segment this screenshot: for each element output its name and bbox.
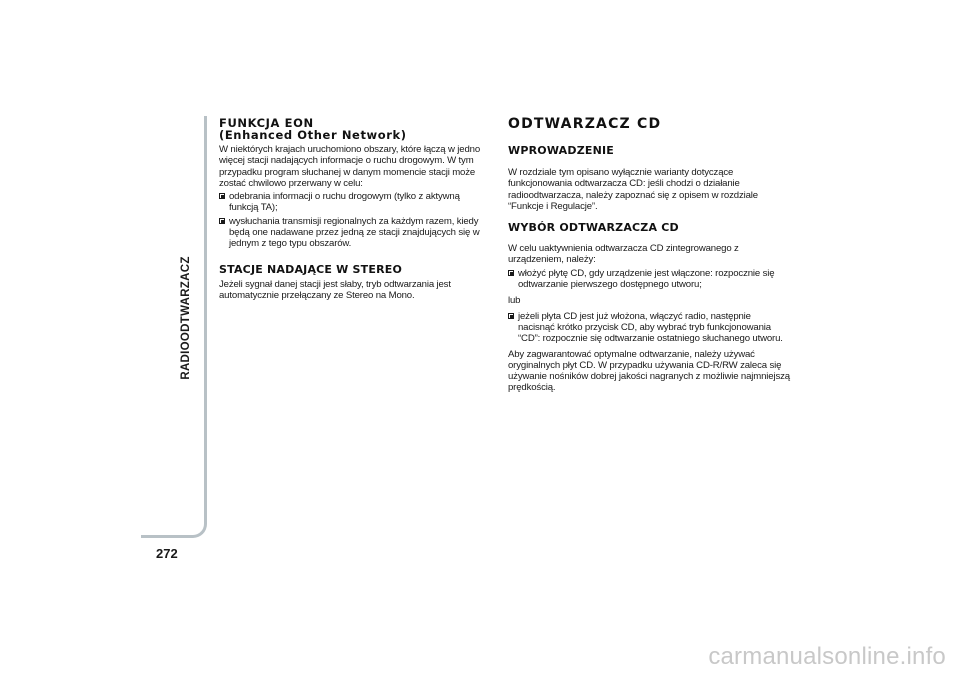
cd-player-title: ODTWARZACZ CD (508, 116, 662, 132)
closing-text: Aby zagwarantować optymalne odtwarzanie, należy używać oryginalnych płyt CD. W przypadku używania CD-R/RW zaleca się używanie nośników dobrej jakości nagranych z możliwie najmniejszą prędkością. (508, 348, 790, 394)
watermark: carmanualsonline.info (708, 643, 946, 670)
or-text: lub (508, 295, 521, 307)
checkbox-bullet-icon (508, 313, 514, 319)
select-bullet-1 (508, 268, 790, 291)
eon-bullet-1 (219, 191, 491, 214)
select-heading: WYBÓR ODTWARZACZA CD (508, 221, 679, 235)
eon-bullet-1-text: odebrania informacji o ruchu drogowym (tylko z aktywną funkcją TA); (229, 191, 460, 214)
select-bullet-2-text: jeżeli płyta CD jest już włożona, włączyć radio, następnie nacisnąć krótko przycisk CD, aby wybrać tryb funkcjonowania “CD”: rozpocznie się odtwarzanie ostatniego słuchanego utworu. (518, 310, 783, 345)
stereo-text: Jeżeli sygnał danej stacji jest słaby, tryb odtwarzania jest automatycznie przełączany ze Stereo na Mono. (219, 278, 451, 301)
eon-heading-line1: FUNKCJA EON (219, 116, 314, 130)
intro-text: W rozdziale tym opisano wyłącznie warianty dotyczące funkcjonowania odtwarzacza CD: jeśli chodzi o działanie radioodtwarzacza, należy zapoznać się z opisem w rozdziale “Funkcje i Regulacje”. (508, 167, 758, 212)
eon-intro: W niektórych krajach uruchomiono obszary, które łączą w jedno więcej stacji nadających informacje o ruchu drogowym. W tym przypadku program słuchanej w danym momencie stacji może zostać chwilowo przerwany w celu: (219, 144, 481, 189)
select-bullet-2 (508, 311, 790, 345)
checkbox-bullet-icon (219, 218, 225, 224)
select-text: W celu uaktywnienia odtwarzacza CD zintegrowanego z urządzeniem, należy: (508, 243, 739, 266)
eon-heading-line2: (Enhanced Other Network) (219, 128, 407, 142)
checkbox-bullet-icon (219, 193, 225, 199)
eon-bullet-2 (219, 216, 491, 250)
checkbox-bullet-icon (508, 270, 514, 276)
chapter-label: RADIOODTWARZACZ (180, 256, 192, 380)
stereo-heading: STACJE NADAJĄCE W STEREO (219, 262, 403, 276)
page-number: 272 (156, 546, 178, 561)
eon-bullet-2-text: wysłuchania transmisji regionalnych za każdym razem, kiedy będą one nadawane przez jedną ze stacji znajdujących się w jednym z tego typu obszarów. (229, 215, 480, 250)
left-column (219, 117, 491, 301)
eon-heading (219, 117, 491, 141)
select-bullet-1-text: włożyć płytę CD, gdy urządzenie jest włączone: rozpocznie się odtwarzanie pierwszego dostępnego utworu; (518, 267, 775, 291)
right-column (508, 117, 790, 394)
intro-heading: WPROWADZENIE (508, 144, 615, 157)
chapter-tab-border (141, 116, 207, 538)
